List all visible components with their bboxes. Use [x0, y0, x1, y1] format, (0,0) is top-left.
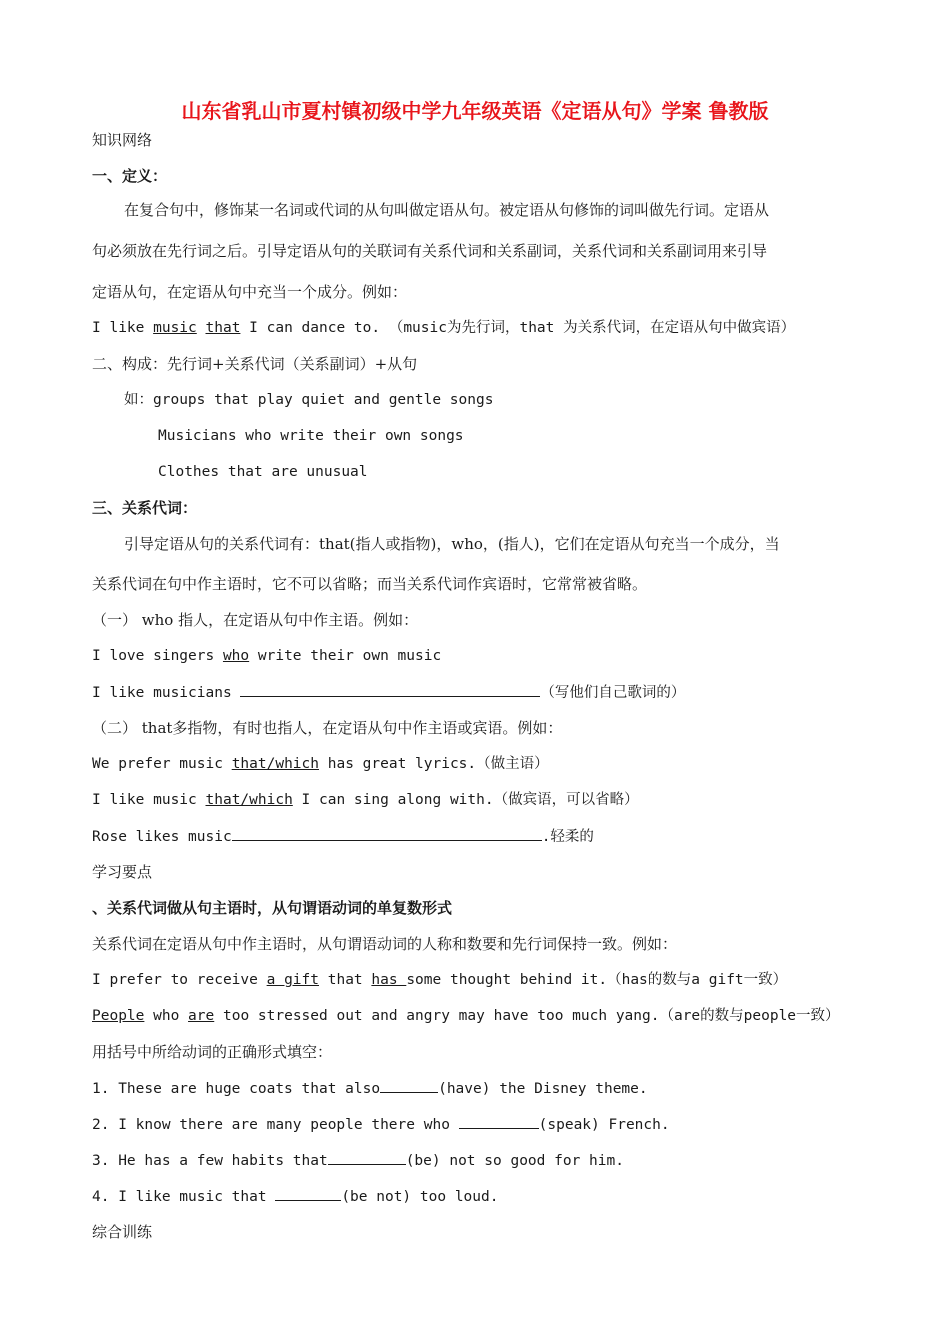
- answer-blank[interactable]: [328, 1150, 406, 1165]
- exercise-question-3: 3. He has a few habits that (be) not so good for him.: [92, 1150, 624, 1171]
- structure-example-1: 如：groups that play quiet and gentle songs: [124, 392, 494, 408]
- structure-example-2: Musicians who write their own songs: [158, 428, 464, 444]
- structure-example-3: Clothes that are unusual: [158, 464, 368, 480]
- exercise-question-2: 2. I know there are many people there who (speak) French.: [92, 1114, 670, 1135]
- heading-agreement: 、关系代词做从句主语时，从句谓语动词的单复数形式: [92, 899, 453, 917]
- subsection-that: （二） that多指物，有时也指人，在定语从句中作主语或宾语。例如：: [92, 719, 563, 737]
- page-title: 山东省乳山市夏村镇初级中学九年级英语《定语从句》学案 鲁教版: [181, 99, 769, 123]
- section-key-points: 学习要点: [92, 863, 153, 881]
- answer-blank[interactable]: [232, 826, 542, 841]
- section-comprehensive-practice: 综合训练: [92, 1223, 153, 1241]
- exercise-instructions: 用括号中所给动词的正确形式填空：: [92, 1043, 333, 1061]
- example-sentence-gift: I prefer to receive a gift that has some thought behind it.（has的数与a gift一致）: [92, 972, 788, 988]
- exercise-musicians: I like musicians （写他们自己歌词的）: [92, 682, 685, 703]
- exercise-question-1: 1. These are huge coats that also (have) the Disney theme.: [92, 1078, 648, 1099]
- example-sentence-who: I love singers who write their own music: [92, 648, 442, 664]
- pronouns-paragraph-line-1: 引导定语从句的关系代词有：that(指人或指物)，who，(指人)，它们在定语从句充当一个成分，当: [124, 535, 780, 553]
- answer-blank[interactable]: [380, 1078, 438, 1093]
- answer-blank[interactable]: [459, 1114, 539, 1129]
- answer-blank[interactable]: [275, 1186, 341, 1201]
- answer-blank[interactable]: [240, 682, 540, 697]
- heading-structure: 二、构成：先行词+关系代词（关系副词）+从句: [92, 355, 418, 373]
- example-sentence-1: I like music that I can dance to. （music为先行词，that 为关系代词，在定语从句中做宾语）: [92, 320, 796, 336]
- agreement-paragraph: 关系代词在定语从句中作主语时，从句谓语动词的人称和数要和先行词保持一致。例如：: [92, 935, 678, 953]
- subsection-who: （一） who 指人，在定语从句中作主语。例如：: [92, 611, 419, 629]
- example-sentence-object: I like music that/which I can sing along with.（做宾语，可以省略）: [92, 792, 639, 808]
- example-sentence-people: People who are too stressed out and angry may have too much yang.（are的数与people一致）: [92, 1008, 840, 1024]
- heading-definition: 一、定义：: [92, 167, 168, 185]
- exercise-rose: Rose likes music .轻柔的: [92, 826, 594, 847]
- example-sentence-subject: We prefer music that/which has great lyrics.（做主语）: [92, 756, 549, 772]
- definition-paragraph-line-3: 定语从句，在定语从句中充当一个成分。例如：: [92, 283, 408, 301]
- definition-paragraph-line-1: 在复合句中，修饰某一名词或代词的从句叫做定语从句。被定语从句修饰的词叫做先行词。定语从: [124, 201, 770, 219]
- heading-relative-pronouns: 三、关系代词：: [92, 499, 198, 517]
- definition-paragraph-line-2: 句必须放在先行词之后。引导定语从句的关联词有关系代词和关系副词，关系代词和关系副词用来引导: [92, 242, 768, 260]
- pronouns-paragraph-line-2: 关系代词在句中作主语时，它不可以省略；而当关系代词作宾语时，它常常被省略。: [92, 575, 648, 593]
- section-knowledge-network: 知识网络: [92, 131, 153, 149]
- exercise-question-4: 4. I like music that (be not) too loud.: [92, 1186, 498, 1207]
